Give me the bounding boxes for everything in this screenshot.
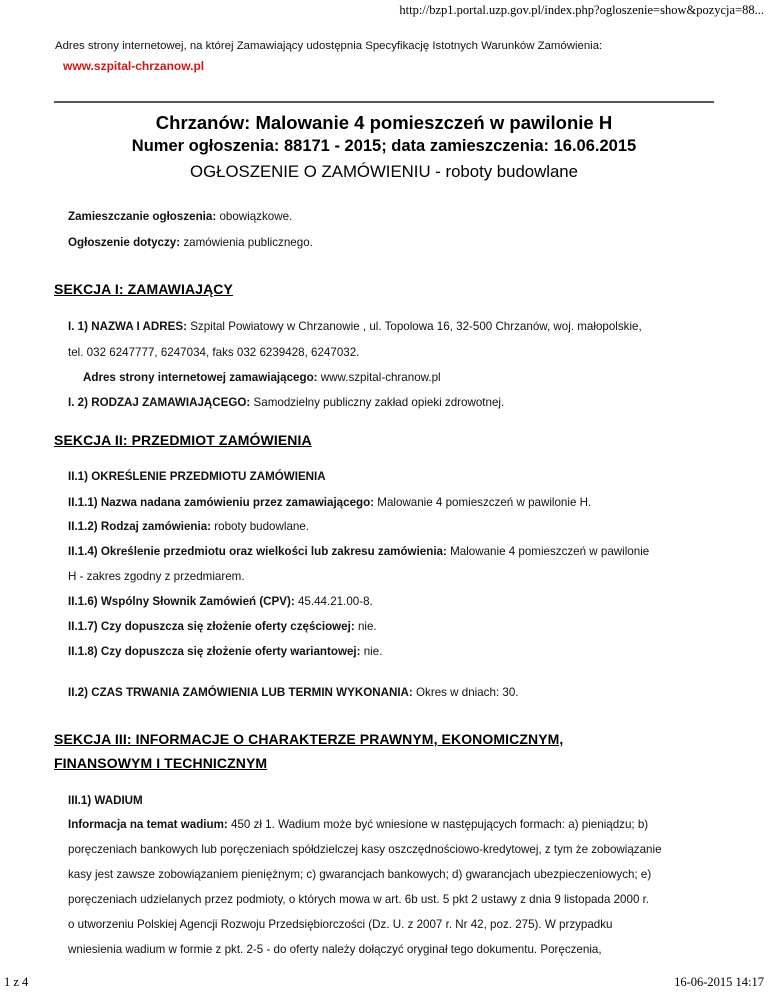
ii114-continuation: H - zakres zgodny z przedmiarem. <box>68 570 245 583</box>
ii118-label: II.1.8) Czy dopuszcza się złożenie oferty wariantowej: <box>68 645 361 658</box>
wadium-label: Informacja na temat wadium: <box>68 818 228 831</box>
www-row <box>83 371 441 384</box>
wadium-line: poręczeniach bankowych lub poręczeniach spółdzielczej kasy oszczędnościowo-kredytowej, z tym że zobowiązanie <box>68 843 662 856</box>
ii2-value: Okres w dniach: 30. <box>416 686 519 699</box>
siwz-site-intro: Adres strony internetowej, na której Zamawiający udostępnia Specyfikację Istotnych Warunków Zamówienia: <box>55 40 603 52</box>
concerns-row <box>68 236 313 249</box>
buyer-type-label: I. 2) RODZAJ ZAMAWIAJĄCEGO: <box>68 396 251 409</box>
ii112-row <box>68 520 309 533</box>
wadium-line: kasy jest zawsze zobowiązaniem pieniężnym; c) gwarancjach bankowych; d) gwarancjach ubezpieczeniowych; e) <box>68 868 652 881</box>
buyer-type-row <box>68 396 504 409</box>
ii114-value: Malowanie 4 pomieszczeń w pawilonie <box>450 545 650 558</box>
name-address-row <box>68 320 642 333</box>
section3-heading-line2: FINANSOWYM I TECHNICZNYM <box>54 755 268 771</box>
ii111-label: II.1.1) Nazwa nadana zamówieniu przez zamawiającego: <box>68 496 375 509</box>
ii1-subheading <box>68 470 326 483</box>
name-address-label: I. 1) NAZWA I ADRES: <box>68 320 187 333</box>
phone-row: tel. 032 6247777, 6247034, faks 032 6239428, 6247032. <box>68 346 360 359</box>
ii116-label: II.1.6) Wspólny Słownik Zamówień (CPV): <box>68 595 295 608</box>
ii1-subheading-text: II.1) OKREŚLENIE PRZEDMIOTU ZAMÓWIENIA <box>68 470 326 483</box>
iii1-subheading <box>68 794 143 807</box>
print-footer-datetime: 16-06-2015 14:17 <box>674 975 764 989</box>
wadium-row <box>68 818 648 831</box>
ii114-row <box>68 545 649 558</box>
siwz-site-link[interactable]: www.szpital-chrzanow.pl <box>63 59 205 73</box>
notice-number: Numer ogłoszenia: 88171 - 2015; data zamieszczenia: 16.06.2015 <box>131 137 637 155</box>
section2-heading: SEKCJA II: PRZEDMIOT ZAMÓWIENIA <box>54 432 312 448</box>
ii117-label: II.1.7) Czy dopuszcza się złożenie oferty częściowej: <box>68 620 355 633</box>
ii118-row <box>68 645 382 658</box>
ii111-value: Malowanie 4 pomieszczeń w pawilonie H. <box>377 496 592 509</box>
ii2-label: II.2) CZAS TRWANIA ZAMÓWIENIA LUB TERMIN WYKONANIA: <box>68 686 413 699</box>
print-footer-page: 1 z 4 <box>4 975 29 989</box>
posting-label: Zamieszczanie ogłoszenia: <box>68 210 217 223</box>
ii2-row <box>68 686 519 699</box>
ii116-row <box>68 595 373 608</box>
ii117-row <box>68 620 377 633</box>
section3-heading-line1: SEKCJA III: INFORMACJE O CHARAKTERZE PRAWNYM, EKONOMICZNYM, <box>54 731 564 747</box>
name-address-value: Szpital Powiatowy w Chrzanowie , ul. Topolowa 16, 32-500 Chrzanów, woj. małopolskie, <box>190 320 642 333</box>
wadium-line: poręczeniach udzielanych przez podmioty, o których mowa w art. 6b ust. 5 pkt 2 ustawy z dnia 9 listopada 2000 r. <box>68 893 650 906</box>
header-divider <box>54 101 714 103</box>
concerns-label: Ogłoszenie dotyczy: <box>68 236 181 249</box>
posting-value: obowiązkowe. <box>219 210 293 223</box>
notice-type: OGŁOSZENIE O ZAMÓWIENIU - roboty budowlane <box>190 162 578 181</box>
www-value: www.szpital-chranow.pl <box>320 371 441 384</box>
concerns-value: zamówienia publicznego. <box>183 236 313 249</box>
iii1-subheading-text: III.1) WADIUM <box>68 794 143 807</box>
ii114-label: II.1.4) Określenie przedmiotu oraz wielkości lub zakresu zamówienia: <box>68 545 447 558</box>
ii116-value: 45.44.21.00-8. <box>297 595 373 608</box>
wadium-line: 450 zł 1. Wadium może być wniesione w następujących formach: a) pieniądzu; b) <box>231 818 649 831</box>
wadium-line: o utworzeniu Polskiej Agencji Rozwoju Przedsiębiorczości (Dz. U. z 2007 r. Nr 42, poz. 275). W przypadku <box>68 918 613 931</box>
print-header-url: http://bzp1.portal.uzp.gov.pl/index.php?ogloszenie=show&pozycja=88... <box>399 3 764 17</box>
www-label: Adres strony internetowej zamawiającego: <box>83 371 318 384</box>
ii112-value: roboty budowlane. <box>214 520 310 533</box>
wadium-line: wniesienia wadium w formie z pkt. 2-5 - do oferty należy dołączyć oryginał tego dokumentu. Poręczenia, <box>68 943 602 956</box>
section1-heading: SEKCJA I: ZAMAWIAJĄCY <box>54 281 233 297</box>
ii112-label: II.1.2) Rodzaj zamówienia: <box>68 520 212 533</box>
ii111-row <box>68 496 591 509</box>
ii118-value: nie. <box>363 645 383 658</box>
buyer-type-value: Samodzielny publiczny zakład opieki zdrowotnej. <box>253 396 505 409</box>
notice-title: Chrzanów: Malowanie 4 pomieszczeń w pawilonie H <box>155 112 613 133</box>
posting-row <box>68 210 292 223</box>
ii117-value: nie. <box>357 620 377 633</box>
